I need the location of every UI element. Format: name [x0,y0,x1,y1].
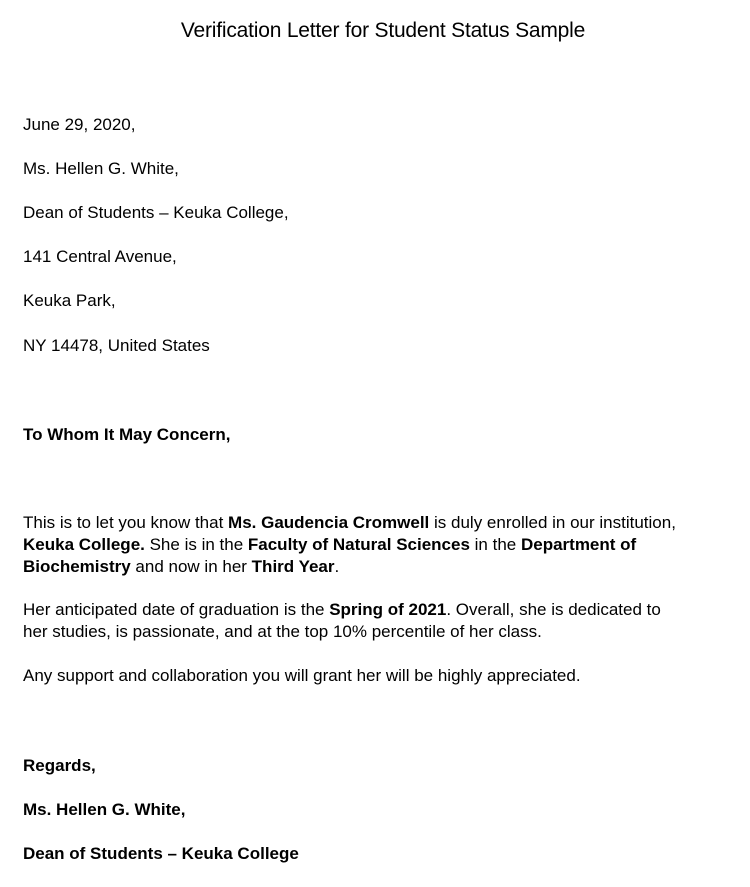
p1-text-4: in the [469,535,521,554]
signer-name: Ms. Hellen G. White, [23,800,186,819]
faculty-name: Faculty of Natural Sciences [247,535,470,554]
graduation-term: Spring of 2021 [329,600,447,619]
p1-text-5: and now in her [130,557,252,576]
recipient-name: Ms. Hellen G. White, [23,159,179,178]
p1-text-6: . [334,557,340,576]
body-paragraph-2-line-1 [23,599,661,621]
body-paragraph-2-line-2: her studies, is passionate, and at the top 10% percentile of her class. [23,622,542,641]
signer-title: Dean of Students – Keuka College [23,844,299,863]
recipient-street: 141 Central Avenue, [23,247,177,266]
department-name-part-1: Department of [520,535,637,554]
study-year: Third Year [251,557,335,576]
p2-text-1: Her anticipated date of graduation is the [23,600,330,619]
department-name-part-2: Biochemistry [23,557,131,576]
college-name: Keuka College. [23,535,145,554]
page-title: Verification Letter for Student Status Sample [180,19,586,42]
body-paragraph-1-line-3 [23,556,676,578]
body-paragraph-1-line-2 [23,534,676,556]
p1-text-1: This is to let you know that [23,513,229,532]
body-paragraph-1 [23,512,676,578]
student-name: Ms. Gaudencia Cromwell [228,513,430,532]
closing-regards: Regards, [23,756,96,775]
letter-date: June 29, 2020, [23,115,136,134]
body-paragraph-1-line-1 [23,512,676,534]
p1-text-2: is duly enrolled in our institution, [429,513,676,532]
body-paragraph-3: Any support and collaboration you will grant her will be highly appreciated. [23,666,581,685]
recipient-position: Dean of Students – Keuka College, [23,203,289,222]
salutation: To Whom It May Concern, [23,425,231,444]
p1-text-3: She is in the [144,535,248,554]
p2-text-2: . Overall, she is dedicated to [446,600,661,619]
recipient-state-zip: NY 14478, United States [23,336,210,355]
recipient-city: Keuka Park, [23,291,116,310]
body-paragraph-2 [23,599,661,643]
